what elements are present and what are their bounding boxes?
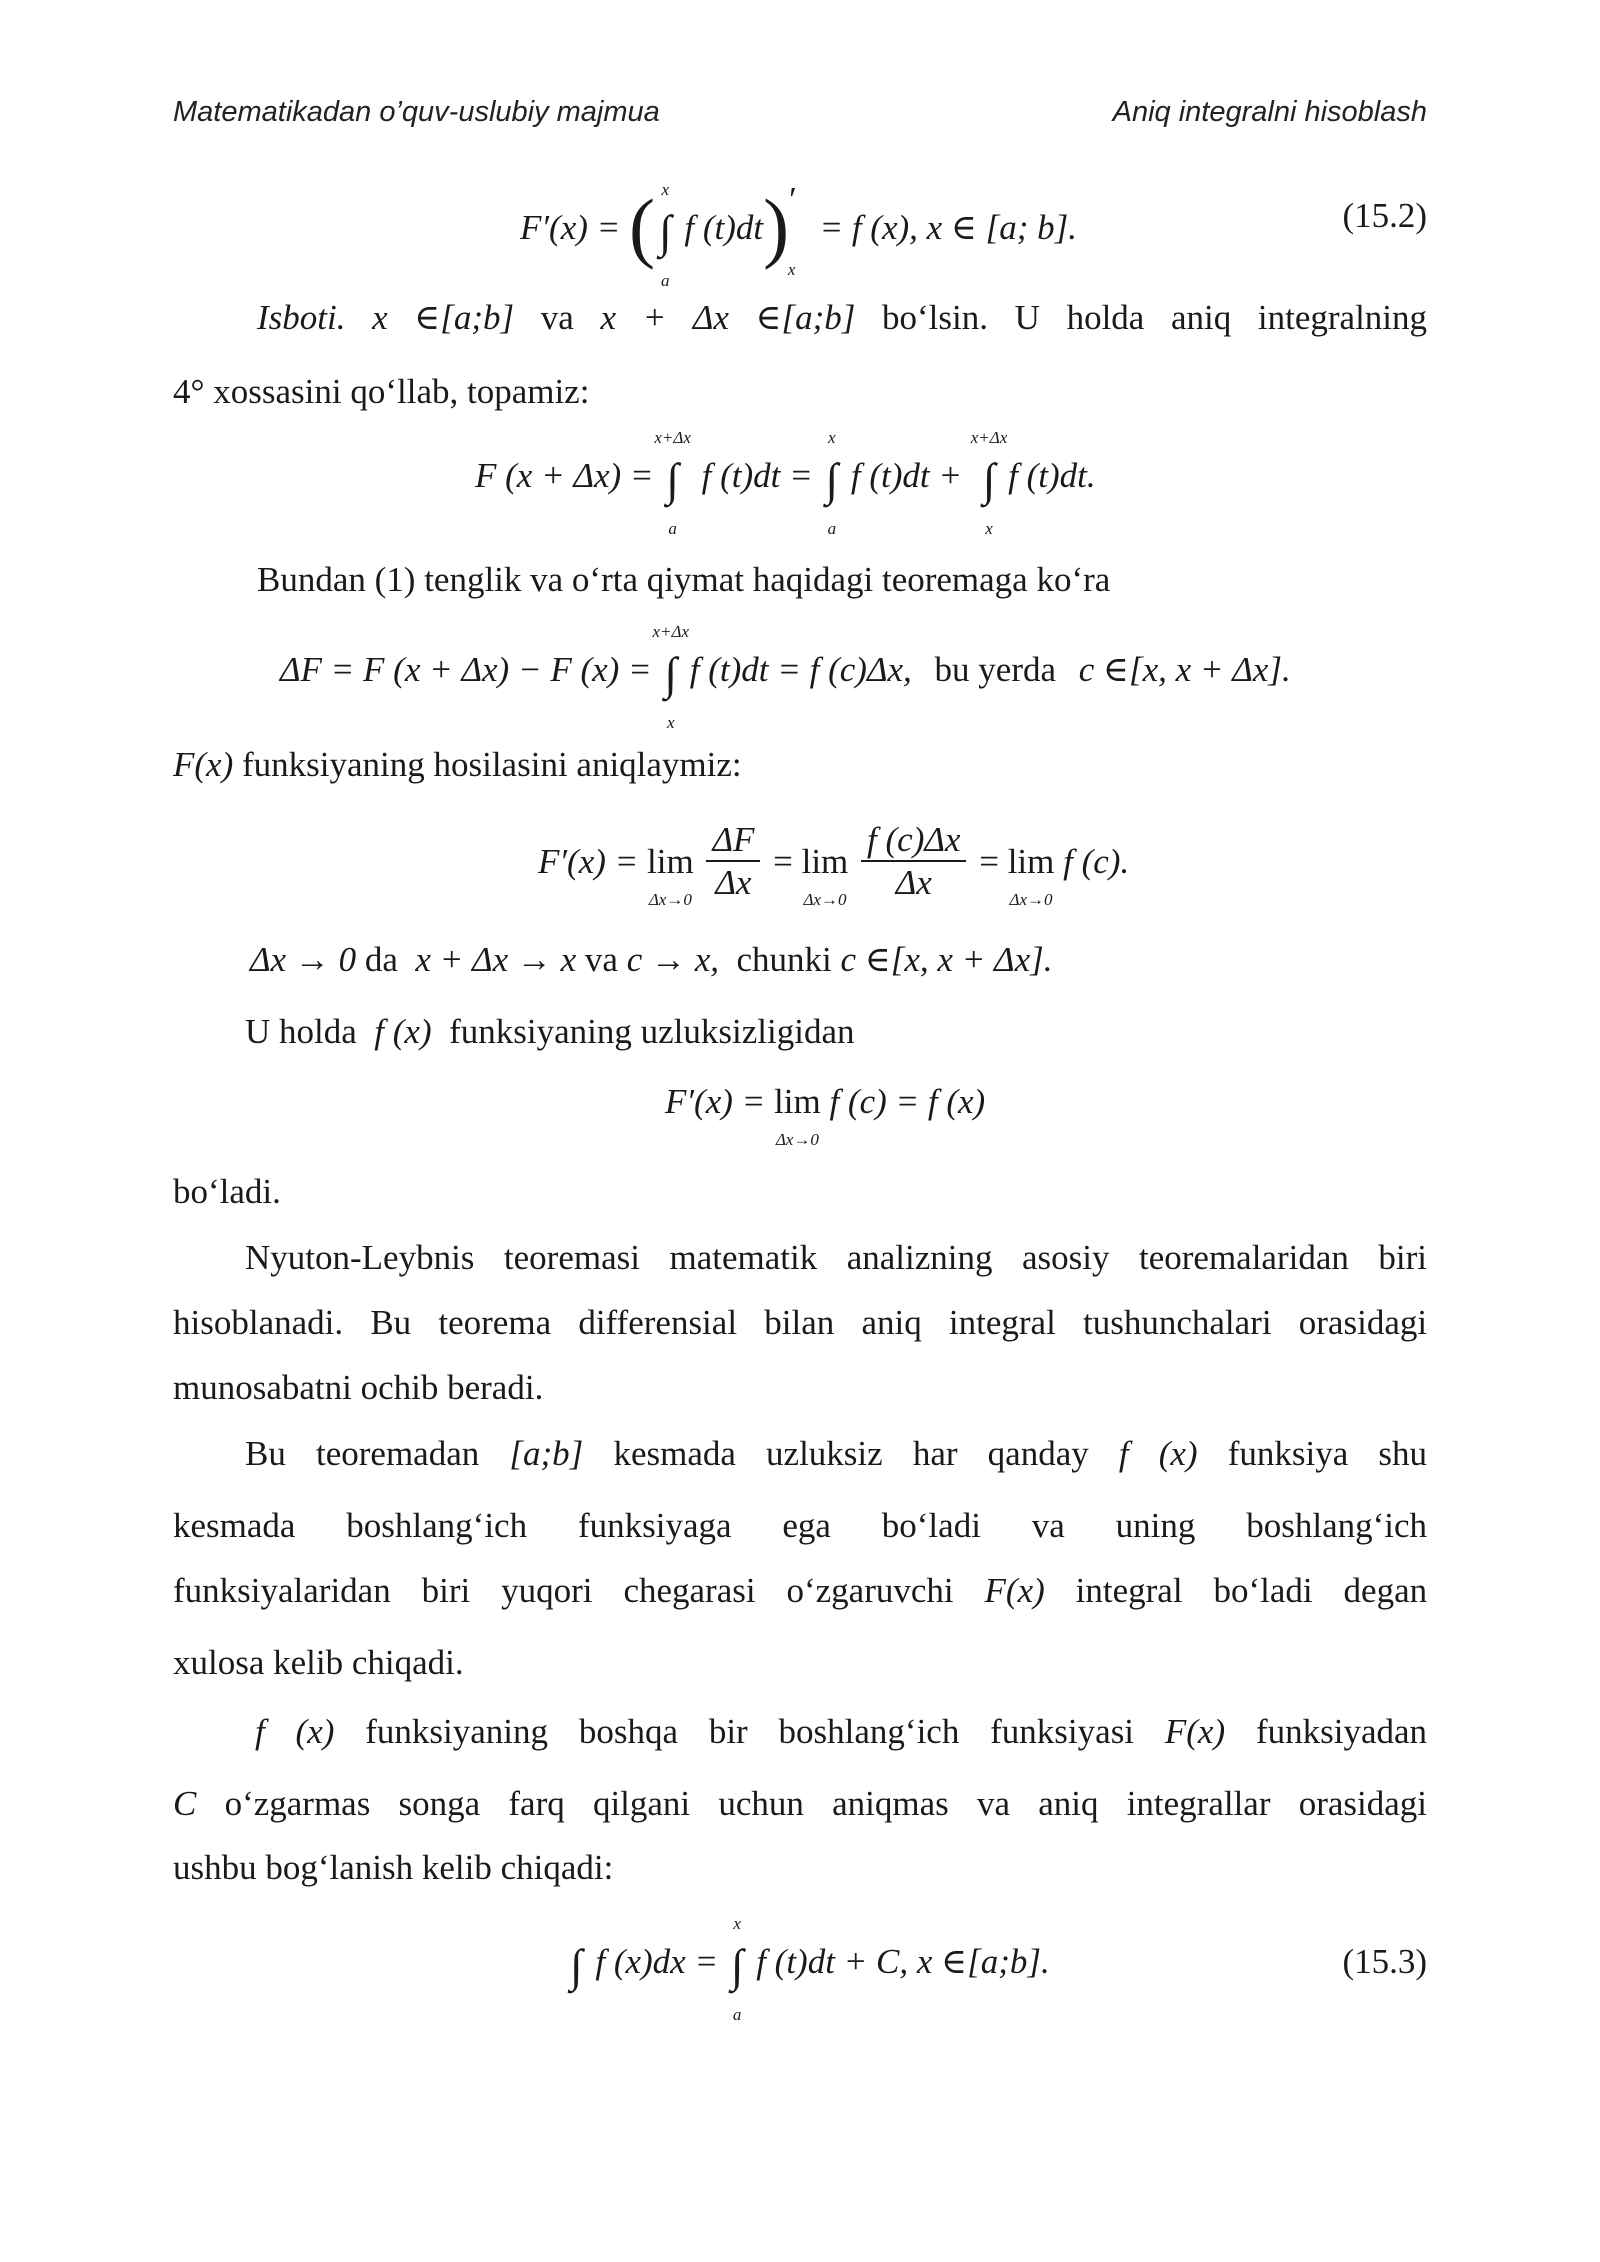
para5: bo‘ladi. — [173, 1172, 281, 1211]
para3: F(x) funksiyaning hosilasini aniqlaymiz: — [173, 745, 742, 784]
integral-sign: ∫ x a — [658, 180, 672, 290]
para1-line2: 4° xossasini qo‘llab, topamiz: — [173, 372, 590, 411]
equation-integral-split: F (x + Δx) = ∫ x+Δx a f (t)dt = ∫ x a f (t)dt + ∫ x+Δx x f (t)dt. — [475, 428, 1096, 538]
para6-line1: Nyuton-Leybnis teoremasi matematik analizning asosiy teoremalaridan biri — [245, 1238, 1427, 1277]
equation-delta-f: ΔF = F (x + Δx) − F (x) = ∫ x+Δx x f (t)dt = f (c)Δx, bu yerda c ∈[x, x + Δx]. — [280, 622, 1291, 732]
para7-line1: Bu teoremadan [a;b] kesmada uzluksiz har qanday f (x) funksiya shu — [245, 1434, 1428, 1473]
equation-number-15-3: (15.3) — [1342, 1942, 1427, 1981]
para7-line2: kesmada boshlang‘ich funksiyaga ega bo‘ladi va uning boshlang‘ich — [173, 1506, 1428, 1545]
limits-line: Δx → 0 da x + Δx → x va c → x, chunki c ∈[x, x + Δx]. — [250, 940, 1053, 979]
para7-line3: funksiyalaridan biri yuqori chegarasi o‘zgaruvchi F(x) integral bo‘ladi degan — [173, 1571, 1428, 1610]
equation-derivative-limit: F′(x) = lim Δx→0 $\frac{\Delta F}{\Delta x}$ = lim Δx→0 $\frac{f (c)\Delta x}{\Delta x}$ = lim Δx→0 f (c). — [538, 820, 1130, 910]
eq-lhs: F′(x) = — [520, 208, 621, 247]
para8-line3: ushbu bog‘lanish kelib chiqadi: — [173, 1848, 614, 1887]
para8-line1: f (x) funksiyaning boshqa bir boshlang‘ich funksiyasi F(x) funksiyadan — [255, 1712, 1428, 1751]
equation-15-3: ∫ f (x)dx = ∫ x a f (t)dt + C, x ∈[a;b]. — [570, 1914, 1050, 2024]
para7-line4: xulosa kelib chiqadi. — [173, 1643, 464, 1682]
para6-line2: hisoblanadi. Bu teorema differensial bilan aniq integral tushunchalari orasidagi — [173, 1303, 1428, 1342]
equation-15-2: F′(x) = (∫ x a f (t)dt) x ′ = f (x), x ∈ [a; b]. — [520, 180, 1077, 290]
para8-line2: C o‘zgarmas songa farq qilgani uchun aniqmas va aniq integrallar orasidagi — [173, 1784, 1427, 1823]
para4: U holda f (x) funksiyaning uzluksizligidan — [245, 1012, 855, 1051]
para1-line1: Isboti. x ∈[a;b] va x + Δx ∈[a;b] bo‘lsin. U holda aniq integralning — [257, 298, 1428, 337]
equation-number-15-2: (15.2) — [1342, 196, 1427, 235]
equation-final-derivative: F′(x) = lim Δx→0 f (c) = f (x) — [665, 1082, 986, 1149]
para6-line3: munosabatni ochib beradi. — [173, 1368, 544, 1407]
header-right: Aniq integralni hisoblash — [1112, 96, 1427, 128]
para2: Bundan (1) tenglik va o‘rta qiymat haqidagi teoremaga ko‘ra — [257, 560, 1111, 599]
page-header — [173, 96, 1427, 136]
header-left: Matematikadan o’quv-uslubiy majmua — [173, 96, 660, 128]
eq-rhs: = f (x), x ∈ [a; b]. — [819, 208, 1077, 247]
eq-integrand: f (t)dt — [684, 208, 764, 247]
